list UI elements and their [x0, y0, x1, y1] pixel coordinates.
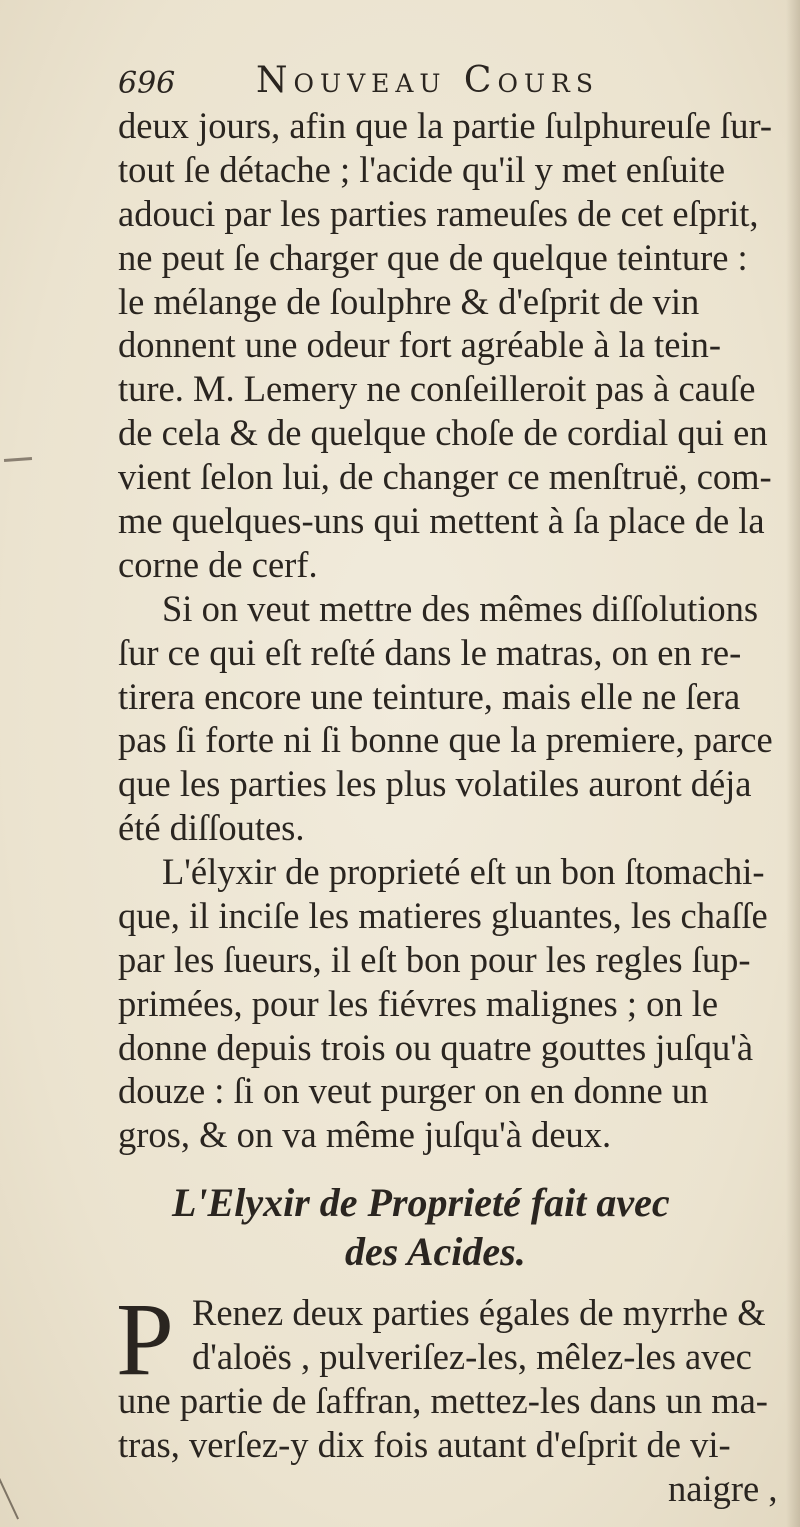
drop-cap: P	[116, 1282, 174, 1397]
text-line: pas ſi forte ni ſi bonne que la premiere, parce	[118, 719, 773, 760]
text-line: par les ſueurs, il eſt bon pour les regles ſup-	[118, 939, 751, 980]
margin-mark	[0, 1462, 19, 1519]
text-line: ture. M. Lemery ne conſeilleroit pas à cauſe	[118, 368, 756, 409]
page-number: 696	[118, 66, 176, 101]
text-line: donnent une odeur fort agréable à la tein-	[118, 324, 721, 365]
page-header	[118, 60, 678, 110]
text-line: douze : ſi on veut purger on en donne un	[118, 1070, 709, 1111]
text-line: tout ſe détache ; l'acide qu'il y met enſuite	[118, 149, 726, 190]
text-line: tras, verſez-y dix fois autant d'eſprit de vi-	[118, 1424, 731, 1465]
text-line: deux jours, afin que la partie ſulphureuſe ſur-	[118, 105, 773, 146]
text-line: primées, pour les fiévres malignes ; on le	[118, 983, 719, 1024]
text-line: Si on veut mettre des mêmes diſſolutions	[162, 588, 759, 629]
text-line: vient ſelon lui, de changer ce menſtruë, com-	[118, 456, 772, 497]
text-line: L'élyxir de proprieté eſt un bon ſtomachi-	[162, 851, 765, 892]
page-edge-shadow	[786, 0, 800, 1527]
text-line: ſur ce qui eſt reſté dans le matras, on en re-	[118, 632, 742, 673]
text-line: me quelques-uns qui mettent à ſa place de la	[118, 500, 765, 541]
text-line: que les parties les plus volatiles auront déja	[118, 763, 752, 804]
text-line: donne depuis trois ou quatre gouttes juſqu'à	[118, 1027, 754, 1068]
section-heading-line-2: des Acides.	[345, 1229, 526, 1274]
text-line: gros, & on va même juſqu'à deux.	[118, 1114, 612, 1155]
catchword: naigre ,	[668, 1468, 778, 1509]
text-line: Renez deux parties égales de myrrhe &	[192, 1292, 766, 1333]
text-line: été diſſoutes.	[118, 807, 305, 848]
text-line: corne de cerf.	[118, 544, 318, 585]
text-line: tirera encore une teinture, mais elle ne ſera	[118, 676, 741, 717]
text-line: une partie de ſaffran, mettez-les dans un ma-	[118, 1380, 768, 1421]
text-line: de cela & de quelque choſe de cordial qui en	[118, 412, 768, 453]
text-line: que, il inciſe les matieres gluantes, les chaſſe	[118, 895, 768, 936]
text-line: adouci par les parties rameuſes de cet eſprit,	[118, 193, 759, 234]
running-title: Nouveau Cours	[256, 60, 599, 101]
text-line: le mélange de ſoulphre & d'eſprit de vin	[118, 281, 700, 322]
section-heading-line-1: L'Elyxir de Proprieté fait avec	[172, 1180, 670, 1225]
text-line: d'aloës , pulveriſez-les, mêlez-les avec	[192, 1336, 752, 1377]
text-line: ne peut ſe charger que de quelque teinture :	[118, 237, 748, 278]
margin-mark	[4, 457, 32, 462]
